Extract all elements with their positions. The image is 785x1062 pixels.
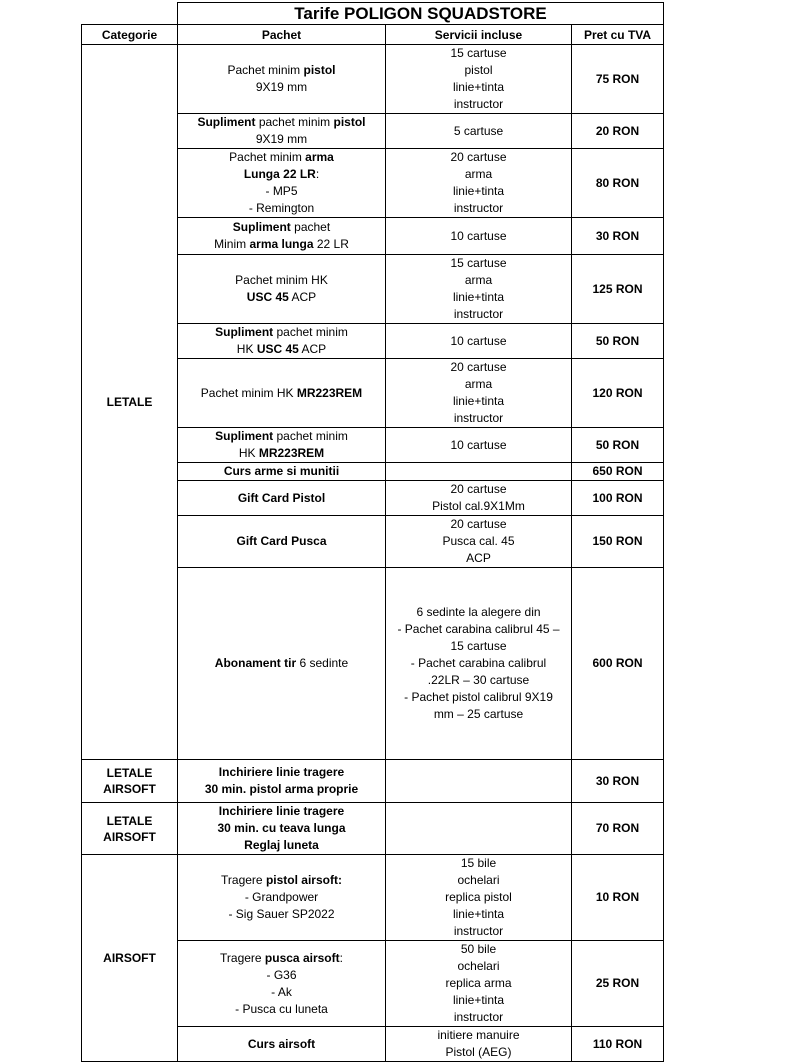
price-cell: 50 RON (572, 428, 664, 463)
package-text: Tragere (220, 950, 265, 965)
package-line (180, 79, 383, 96)
package-text-bold: pistol airsoft: (265, 873, 342, 887)
service-item: 5 cartuse (453, 123, 504, 138)
package-line (180, 236, 383, 253)
category-cell: LETALE AIRSOFT (82, 803, 178, 855)
package-text: Pachet minim HK (235, 273, 328, 287)
service-item: arma (464, 167, 493, 181)
header-row (82, 25, 664, 45)
package-text-bold: USC 45 (256, 342, 299, 356)
package-line (180, 1001, 383, 1018)
package-line (180, 385, 383, 402)
service-item: Pusca cal. 45 (442, 534, 515, 548)
package-cell (178, 760, 386, 803)
package-line (180, 490, 383, 507)
service-item: Pistol (AEG) (445, 1045, 512, 1059)
package-text-bold: Supliment (232, 220, 291, 234)
package-line (180, 837, 383, 854)
price-cell: 50 RON (572, 324, 664, 359)
table-row (82, 45, 664, 114)
package-cell (178, 218, 386, 255)
package-line (180, 950, 383, 967)
package-text-bold: 30 min. pistol arma proprie (204, 782, 359, 796)
package-text-bold: Curs arme si munitii (223, 464, 340, 478)
package-text: : (315, 167, 320, 181)
package-text: HK (238, 446, 259, 460)
package-text: 22 LR (313, 237, 349, 251)
services-cell (386, 568, 572, 760)
table-row (82, 855, 664, 941)
service-item: 20 cartuse (450, 517, 507, 531)
service-item: - Pachet pistol calibrul 9X19 (404, 690, 553, 704)
header-services: Servicii incluse (386, 25, 572, 45)
package-text-bold: Gift Card Pistol (237, 490, 326, 505)
service-item: ochelari (457, 959, 500, 973)
package-line (180, 906, 383, 923)
package-text: - Pusca cu luneta (235, 1001, 328, 1016)
service-item: arma (464, 377, 493, 391)
category-cell: AIRSOFT (82, 855, 178, 1062)
package-cell (178, 516, 386, 568)
price-cell: 25 RON (572, 941, 664, 1027)
services-cell (386, 255, 572, 324)
package-text: Pachet minim HK (200, 385, 297, 400)
service-item: instructor (453, 201, 504, 215)
price-cell: 75 RON (572, 45, 664, 114)
package-line (180, 803, 383, 820)
service-item: instructor (453, 411, 504, 425)
package-line (180, 114, 383, 131)
package-text-bold: USC 45 (246, 290, 289, 304)
package-line (180, 324, 383, 341)
service-item: Pistol cal.9X1Mm (432, 499, 525, 513)
price-table (81, 2, 664, 1062)
package-text: Tragere (221, 873, 266, 887)
package-cell (178, 463, 386, 481)
page-title: Tarife POLIGON SQUADSTORE (178, 3, 664, 25)
service-item: 10 cartuse (450, 228, 507, 243)
services-cell (386, 218, 572, 255)
service-item: - Pachet carabina calibrul (410, 656, 547, 670)
services-cell (386, 941, 572, 1027)
package-line (180, 463, 383, 480)
service-item: 20 cartuse (450, 150, 507, 164)
package-text: pachet minim (273, 429, 348, 443)
package-text-bold: Curs airsoft (247, 1036, 316, 1051)
service-item: initiere manuire (437, 1028, 520, 1042)
service-item: ochelari (457, 873, 500, 887)
package-cell (178, 45, 386, 114)
table-row (82, 803, 664, 855)
package-text: ACP (298, 342, 327, 356)
package-text: - Ak (271, 984, 292, 999)
package-text-bold: pistol (303, 63, 336, 77)
services-cell (386, 45, 572, 114)
category-cell: LETALE (82, 45, 178, 760)
package-text: - Sig Sauer SP2022 (228, 907, 335, 921)
package-cell (178, 255, 386, 324)
package-line (180, 200, 383, 217)
package-line (180, 289, 383, 306)
package-text: Pachet minim (227, 63, 304, 77)
service-item: linie+tinta (452, 290, 505, 304)
price-cell: 650 RON (572, 463, 664, 481)
package-text-bold: Supliment (215, 325, 274, 339)
package-cell (178, 149, 386, 218)
header-price: Pret cu TVA (572, 25, 664, 45)
package-text: - Grandpower (244, 890, 319, 904)
package-text: ACP (288, 290, 317, 304)
package-text-bold: 30 min. cu teava lunga (217, 821, 346, 835)
price-cell: 125 RON (572, 255, 664, 324)
service-item: 10 cartuse (450, 333, 507, 348)
package-line (180, 655, 383, 672)
package-cell (178, 428, 386, 463)
package-line (180, 889, 383, 906)
package-text-bold: Supliment (215, 429, 274, 443)
service-item: 15 cartuse (450, 46, 507, 60)
package-line (180, 872, 383, 889)
services-cell (386, 803, 572, 855)
price-cell: 30 RON (572, 218, 664, 255)
package-cell (178, 359, 386, 428)
service-item: linie+tinta (452, 993, 505, 1007)
package-text-bold: arma lunga (249, 237, 314, 251)
package-text-bold: Inchiriere linie tragere (218, 765, 345, 779)
package-text: : (339, 950, 343, 965)
package-line (180, 272, 383, 289)
service-item: instructor (453, 924, 504, 938)
service-item: 10 cartuse (450, 437, 507, 452)
price-cell: 120 RON (572, 359, 664, 428)
package-text: HK (236, 342, 257, 356)
package-line (180, 166, 383, 183)
services-cell (386, 481, 572, 516)
service-item: 50 bile (460, 942, 497, 956)
service-item: pistol (464, 63, 493, 77)
package-cell (178, 324, 386, 359)
package-text: 9X19 mm (255, 132, 308, 146)
header-category: Categorie (82, 25, 178, 45)
package-text: 6 sedinte (296, 656, 349, 670)
service-item: .22LR – 30 cartuse (427, 673, 530, 687)
package-line (180, 62, 383, 79)
price-cell: 100 RON (572, 481, 664, 516)
service-item: 6 sedinte la alegere din (416, 605, 541, 619)
service-item: linie+tinta (452, 80, 505, 94)
price-cell: 110 RON (572, 1027, 664, 1062)
service-item: replica arma (445, 976, 512, 990)
service-item: 15 bile (460, 856, 497, 870)
package-text: 9X19 mm (255, 80, 308, 94)
package-line (180, 149, 383, 166)
service-item: mm – 25 cartuse (433, 707, 524, 721)
price-cell: 600 RON (572, 568, 664, 760)
services-cell (386, 149, 572, 218)
services-cell (386, 516, 572, 568)
service-item: 15 cartuse (450, 256, 507, 270)
price-cell: 10 RON (572, 855, 664, 941)
table-row (82, 760, 664, 803)
package-line (180, 183, 383, 200)
service-item: linie+tinta (452, 184, 505, 198)
package-text-bold: Lunga 22 LR (243, 167, 316, 181)
package-text: pachet minim (255, 115, 334, 129)
package-cell (178, 481, 386, 516)
package-line (180, 764, 383, 781)
service-item: 20 cartuse (450, 360, 507, 374)
services-cell (386, 428, 572, 463)
header-package: Pachet (178, 25, 386, 45)
package-cell (178, 1027, 386, 1062)
package-line (180, 781, 383, 798)
service-item: ACP (466, 551, 491, 565)
package-text-bold: pusca airsoft (264, 950, 340, 965)
package-text: - MP5 (265, 184, 298, 198)
package-text-bold: MR223REM (258, 446, 325, 460)
package-text: - G36 (266, 967, 297, 982)
package-text: - Remington (248, 201, 315, 215)
title-spacer (82, 3, 178, 25)
price-cell: 20 RON (572, 114, 664, 149)
price-cell: 150 RON (572, 516, 664, 568)
package-line (180, 131, 383, 148)
service-item: 20 cartuse (450, 482, 507, 496)
package-text: pachet (290, 220, 331, 234)
service-item: linie+tinta (452, 907, 505, 921)
services-cell (386, 760, 572, 803)
package-text-bold: arma (305, 150, 334, 164)
package-text: Pachet minim (229, 150, 306, 164)
package-line (180, 219, 383, 236)
package-line (180, 1036, 383, 1053)
package-cell (178, 568, 386, 760)
package-cell (178, 941, 386, 1027)
service-item: instructor (453, 307, 504, 321)
category-cell: LETALE AIRSOFT (82, 760, 178, 803)
package-line (180, 341, 383, 358)
service-item: linie+tinta (452, 394, 505, 408)
services-cell (386, 114, 572, 149)
package-text-bold: Reglaj luneta (244, 838, 319, 852)
price-cell: 30 RON (572, 760, 664, 803)
package-text: Minim (214, 237, 250, 251)
service-item: replica pistol (445, 890, 512, 904)
package-line (180, 967, 383, 984)
package-line (180, 533, 383, 550)
services-cell (386, 1027, 572, 1062)
package-line (180, 428, 383, 445)
package-text-bold: Supliment (197, 115, 256, 129)
services-cell (386, 359, 572, 428)
package-text-bold: pistol (333, 115, 366, 129)
price-cell: 80 RON (572, 149, 664, 218)
package-line (180, 820, 383, 837)
services-cell (386, 855, 572, 941)
package-cell (178, 855, 386, 941)
service-item: instructor (453, 97, 504, 111)
package-line (180, 445, 383, 462)
package-text-bold: Abonament tir (214, 656, 297, 670)
package-cell (178, 114, 386, 149)
package-line (180, 984, 383, 1001)
services-cell (386, 324, 572, 359)
package-text-bold: MR223REM (296, 385, 363, 400)
package-cell (178, 803, 386, 855)
services-cell (386, 463, 572, 481)
service-item: instructor (453, 1010, 504, 1024)
package-text-bold: Inchiriere linie tragere (218, 804, 345, 818)
package-text-bold: Gift Card Pusca (236, 534, 327, 548)
package-text: pachet minim (273, 325, 348, 339)
price-cell: 70 RON (572, 803, 664, 855)
service-item: - Pachet carabina calibrul 45 – (397, 622, 560, 636)
service-item: 15 cartuse (450, 639, 507, 653)
service-item: arma (464, 273, 493, 287)
